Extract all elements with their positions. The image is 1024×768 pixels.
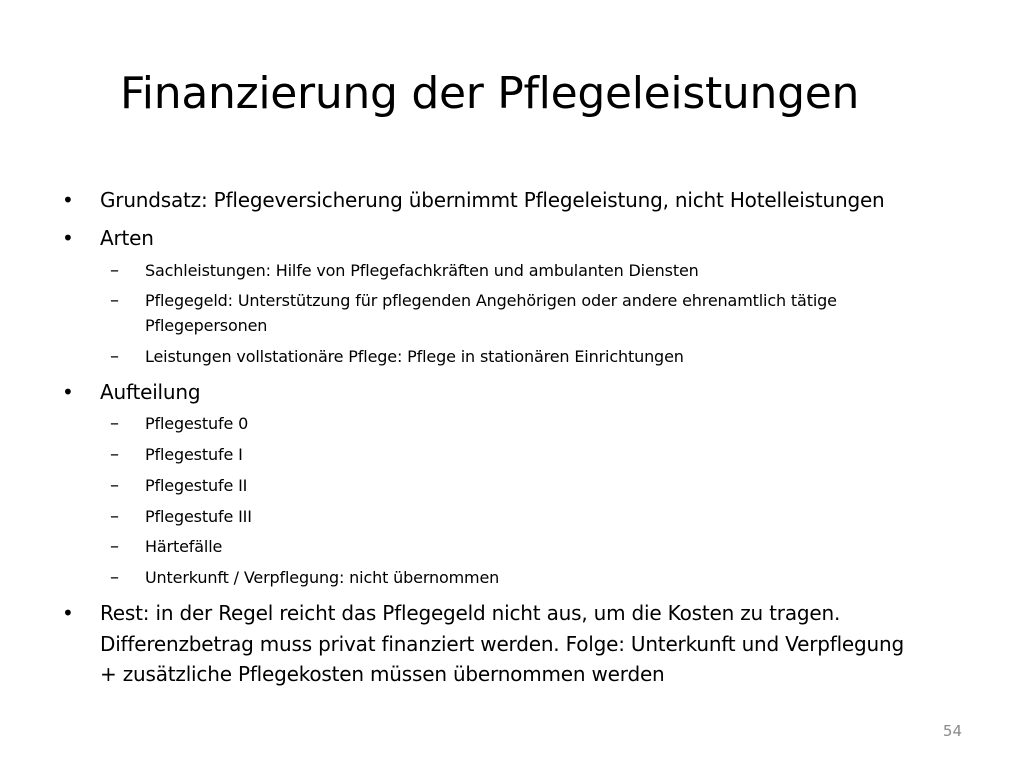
dash-marker: – bbox=[110, 444, 119, 465]
sub-bullet-item bbox=[110, 258, 699, 284]
bullet-marker: • bbox=[62, 188, 74, 212]
sub-bullet-item bbox=[110, 504, 252, 530]
sub-bullet-text: Pflegestufe I bbox=[145, 445, 243, 464]
bullet-item bbox=[62, 598, 841, 628]
sub-bullet-text: Pflegestufe III bbox=[145, 507, 252, 526]
sub-bullet-text: Leistungen vollstationäre Pflege: Pflege in stationären Einrichtungen bbox=[145, 347, 684, 366]
sub-bullet-continuation bbox=[145, 313, 267, 339]
bullet-text: + zusätzliche Pflegekosten müssen übernommen werden bbox=[100, 662, 665, 686]
sub-bullet-text: Pflegestufe II bbox=[145, 476, 248, 495]
bullet-text: Rest: in der Regel reicht das Pflegegeld nicht aus, um die Kosten zu tragen. bbox=[100, 601, 841, 625]
dash-marker: – bbox=[110, 506, 119, 527]
bullet-text: Grundsatz: Pflegeversicherung übernimmt Pflegeleistung, nicht Hotelleistungen bbox=[100, 188, 885, 212]
sub-bullet-item bbox=[110, 473, 248, 499]
sub-bullet-item bbox=[110, 565, 500, 591]
bullet-item bbox=[62, 377, 201, 407]
sub-bullet-text: Härtefälle bbox=[145, 537, 223, 556]
dash-marker: – bbox=[110, 290, 119, 311]
sub-bullet-text: Sachleistungen: Hilfe von Pflegefachkräften und ambulanten Diensten bbox=[145, 261, 699, 280]
bullet-text: Differenzbetrag muss privat finanziert werden. Folge: Unterkunft und Verpflegung bbox=[100, 632, 904, 656]
bullet-item bbox=[62, 223, 154, 253]
sub-bullet-item bbox=[110, 534, 223, 560]
sub-bullet-text: Pflegegeld: Unterstützung für pflegenden Angehörigen oder andere ehrenamtlich tätige bbox=[145, 291, 837, 310]
sub-bullet-item bbox=[110, 442, 243, 468]
bullet-marker: • bbox=[62, 380, 74, 404]
sub-bullet-item bbox=[110, 411, 249, 437]
bullet-text: Aufteilung bbox=[100, 380, 201, 404]
bullet-marker: • bbox=[62, 226, 74, 250]
page-number: 54 bbox=[942, 722, 962, 740]
sub-bullet-text: Unterkunft / Verpflegung: nicht übernommen bbox=[145, 568, 500, 587]
slide-title: Finanzierung der Pflegeleistungen bbox=[120, 68, 860, 119]
dash-marker: – bbox=[110, 536, 119, 557]
bullet-continuation bbox=[100, 629, 904, 659]
dash-marker: – bbox=[110, 260, 119, 281]
bullet-continuation bbox=[100, 659, 665, 689]
sub-bullet-item bbox=[110, 288, 837, 314]
bullet-item bbox=[62, 185, 885, 215]
bullet-marker: • bbox=[62, 601, 74, 625]
dash-marker: – bbox=[110, 475, 119, 496]
dash-marker: – bbox=[110, 346, 119, 367]
sub-bullet-item bbox=[110, 344, 684, 370]
sub-bullet-text: Pflegestufe 0 bbox=[145, 414, 249, 433]
dash-marker: – bbox=[110, 413, 119, 434]
sub-bullet-text: Pflegepersonen bbox=[145, 316, 268, 335]
bullet-text: Arten bbox=[100, 226, 154, 250]
dash-marker: – bbox=[110, 567, 119, 588]
